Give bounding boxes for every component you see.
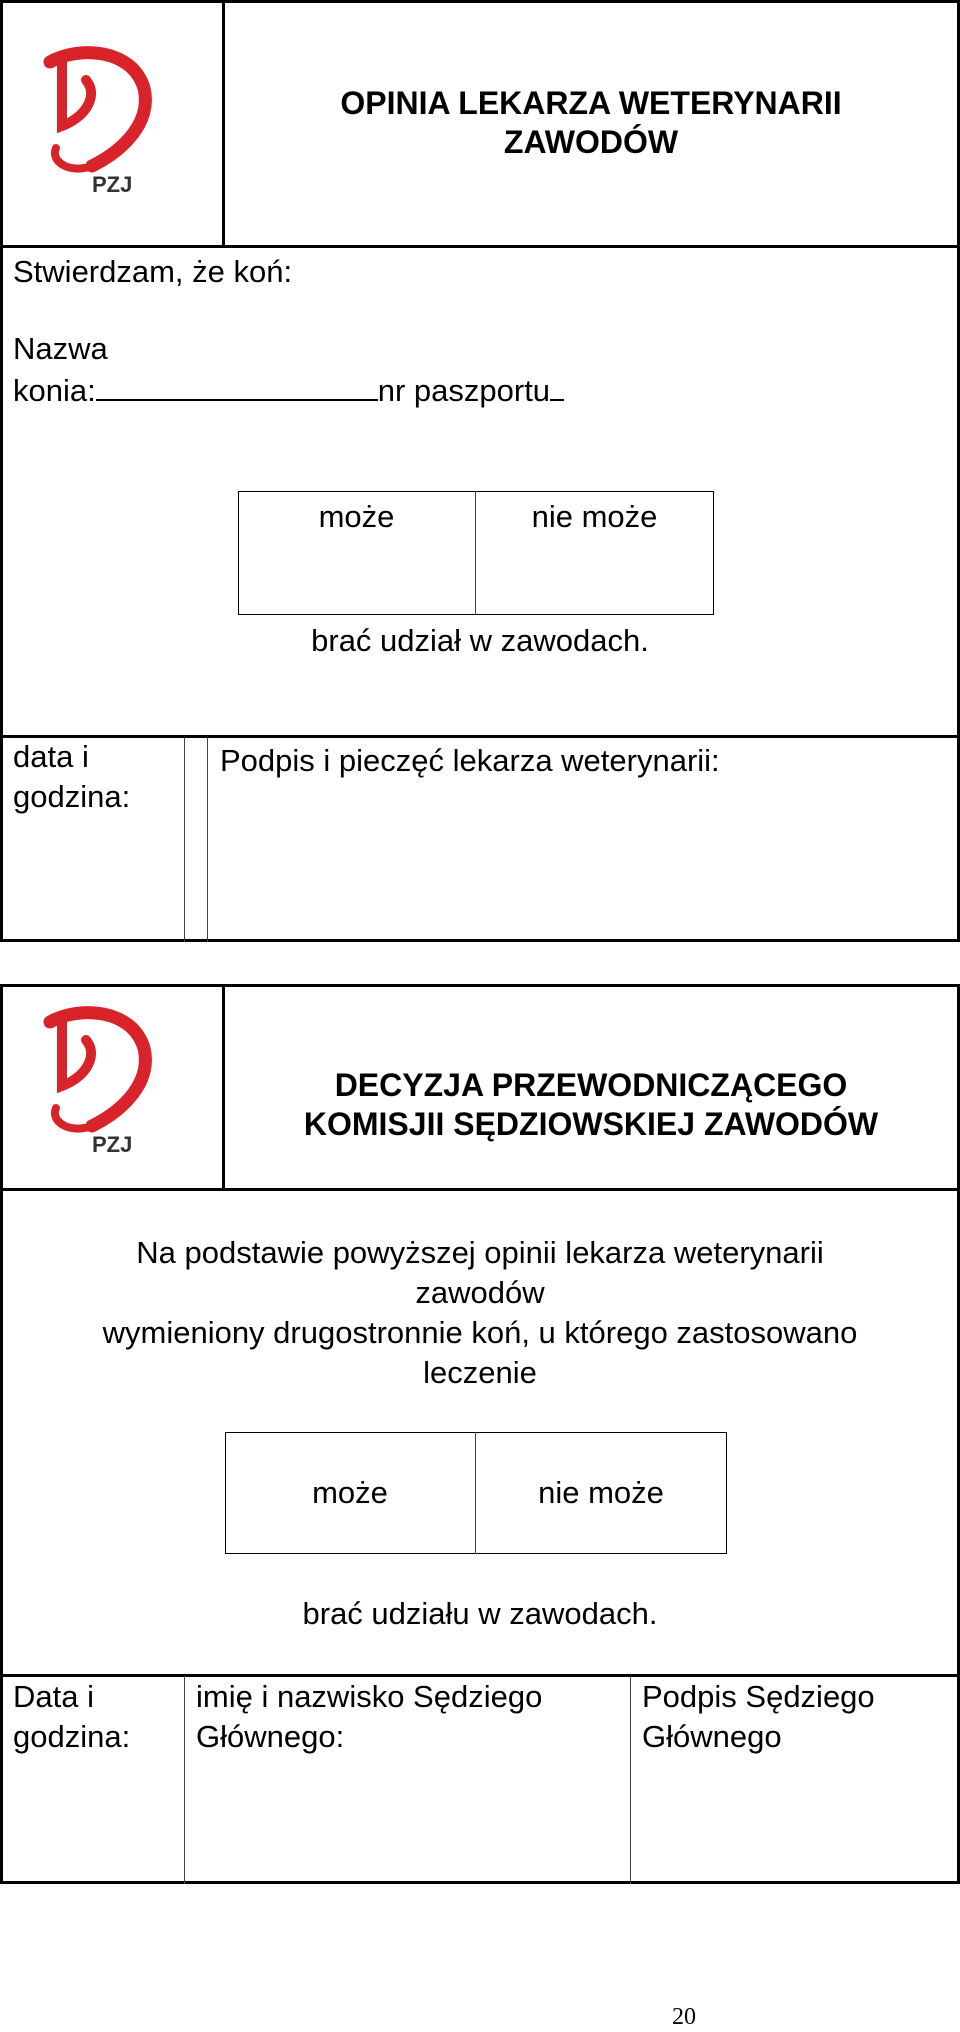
horse-name-label-2: konia: — [13, 373, 96, 408]
judge-signature-label — [642, 1677, 875, 1757]
decision-col-divider-2 — [630, 1676, 631, 1884]
judge-name-label — [196, 1677, 542, 1757]
decision-option-can[interactable]: może — [312, 1475, 388, 1510]
passport-field[interactable] — [550, 369, 564, 401]
vet-participation-text: brać udział w zawodach. — [311, 623, 649, 658]
decision-title-line1: DECYZJA PRZEWODNICZĄCEGO — [334, 1067, 848, 1103]
decision-body-line3: wymieniony drugostronnie koń, u którego zastosowano — [102, 1315, 858, 1350]
vet-signature-rule — [0, 735, 960, 738]
vet-col-divider-2 — [207, 737, 208, 942]
vet-date-label-2: godzina: — [13, 779, 131, 814]
header-divider — [222, 0, 225, 246]
judge-name-label-2: Głównego: — [196, 1719, 345, 1754]
vet-title-line1: OPINIA LEKARZA WETERYNARII — [340, 85, 842, 121]
horse-name-field[interactable] — [96, 369, 378, 401]
vet-title-line2: ZAWODÓW — [503, 124, 679, 160]
decision-date-label-1: Data i — [13, 1679, 94, 1714]
judge-signature-label-2: Głównego — [642, 1719, 782, 1754]
logo-text: PZJ — [92, 172, 133, 197]
decision-body — [0, 1233, 960, 1393]
vet-date-label — [13, 737, 130, 817]
statement-text: Stwierdzam, że koń: — [13, 254, 293, 289]
decision-participation-text: brać udziału w zawodach. — [302, 1596, 658, 1631]
passport-label: nr paszportu — [377, 373, 551, 408]
vet-col-divider-1 — [184, 737, 185, 942]
pzj-logo-2 — [40, 1000, 160, 1160]
judge-name-label-1: imię i nazwisko Sędziego — [196, 1679, 543, 1714]
decision-option-cannot[interactable]: nie może — [538, 1475, 664, 1510]
decision-title — [232, 1066, 950, 1144]
decision-body-line1: Na podstawie powyższej opinii lekarza weterynarii — [136, 1235, 824, 1270]
header-bottom-rule — [0, 245, 960, 248]
pzj-logo — [40, 40, 160, 200]
horse-name-row — [13, 369, 564, 411]
decision-header-bottom-rule — [0, 1188, 960, 1191]
decision-date-label — [13, 1677, 130, 1757]
horse-name-label: Nazwa — [13, 331, 108, 366]
judge-signature-label-1: Podpis Sędziego — [642, 1679, 875, 1714]
vet-option-can[interactable]: może — [318, 499, 395, 534]
vet-title — [232, 84, 950, 162]
page-number: 20 — [672, 2004, 696, 2030]
decision-title-line2: KOMISJII SĘDZIOWSKIEJ ZAWODÓW — [303, 1106, 879, 1142]
decision-col-divider-1 — [184, 1676, 185, 1884]
vet-option-cannot[interactable]: nie może — [531, 499, 658, 534]
logo-text-2: PZJ — [92, 1132, 133, 1157]
decision-body-line4: leczenie — [423, 1355, 537, 1390]
decision-body-line2: zawodów — [415, 1275, 545, 1310]
vet-signature-label: Podpis i pieczęć lekarza weterynarii: — [220, 743, 720, 778]
decision-header-divider — [222, 984, 225, 1190]
vet-date-label-1: data i — [13, 739, 89, 774]
decision-date-label-2: godzina: — [13, 1719, 131, 1754]
